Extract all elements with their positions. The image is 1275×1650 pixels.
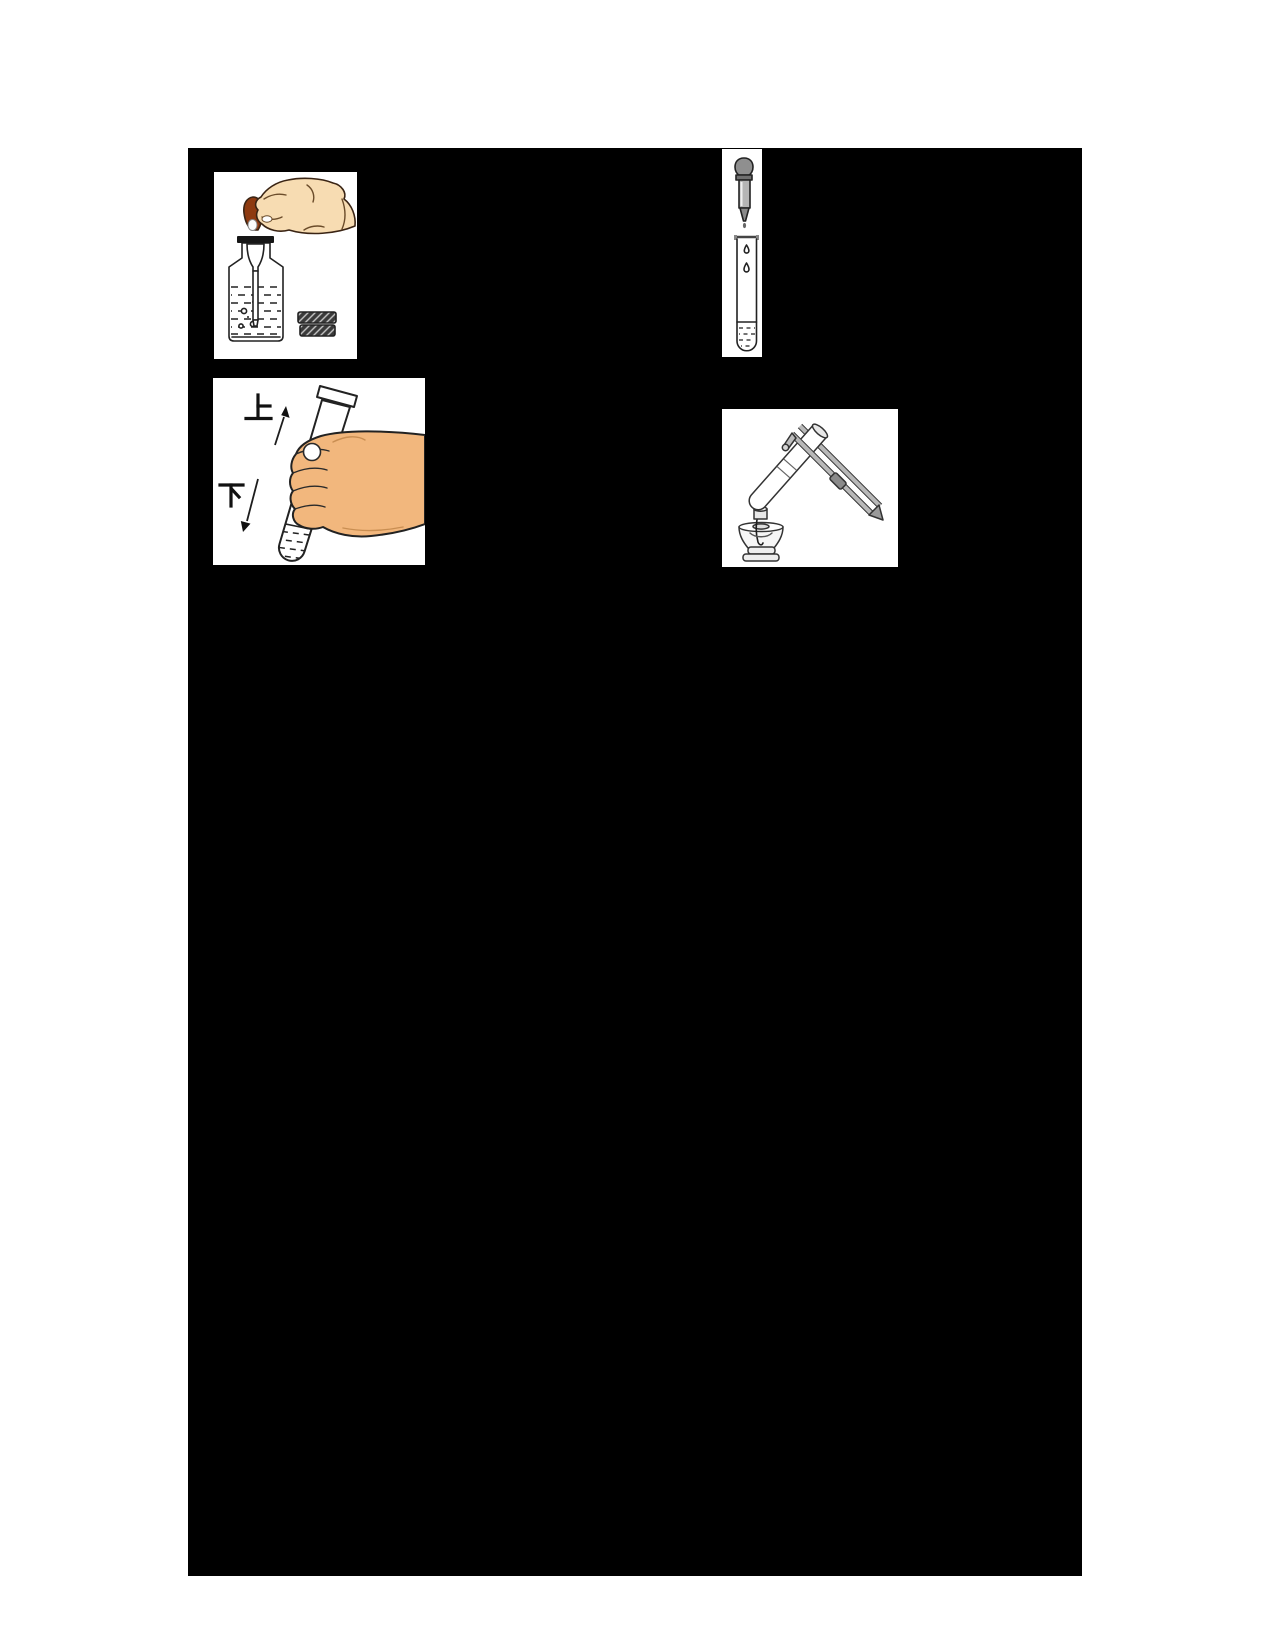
- bottle-collar: [237, 236, 274, 243]
- hand-gripping-tube: [290, 431, 425, 536]
- down-arrow-icon: [241, 479, 258, 532]
- figure-heat-test-tube: [722, 409, 898, 567]
- test-tube: [734, 235, 759, 351]
- up-character: [246, 395, 271, 419]
- hanging-drop: [743, 223, 746, 228]
- heat-test-tube-illustration: [722, 409, 898, 567]
- hand-squeezing-bulb: [256, 178, 356, 233]
- figure-dropper-into-test-tube: [722, 149, 762, 357]
- up-arrow-icon: [275, 406, 290, 445]
- dropper-bottle-illustration: [214, 172, 357, 359]
- glass-stopper: [298, 312, 336, 336]
- down-character: [220, 485, 243, 506]
- figure-shake-test-tube: [213, 378, 425, 565]
- dropper: [735, 158, 753, 228]
- dropper-test-tube-illustration: [722, 149, 762, 357]
- shake-test-tube-illustration: [213, 378, 425, 565]
- test-tube: [749, 422, 829, 510]
- figure-dropper-bottle: [214, 172, 357, 359]
- clamp-handle-tip: [869, 505, 883, 520]
- knuckle-highlight: [304, 444, 321, 461]
- page-content-black-area: [188, 148, 1082, 1576]
- alcohol-lamp: [739, 507, 783, 561]
